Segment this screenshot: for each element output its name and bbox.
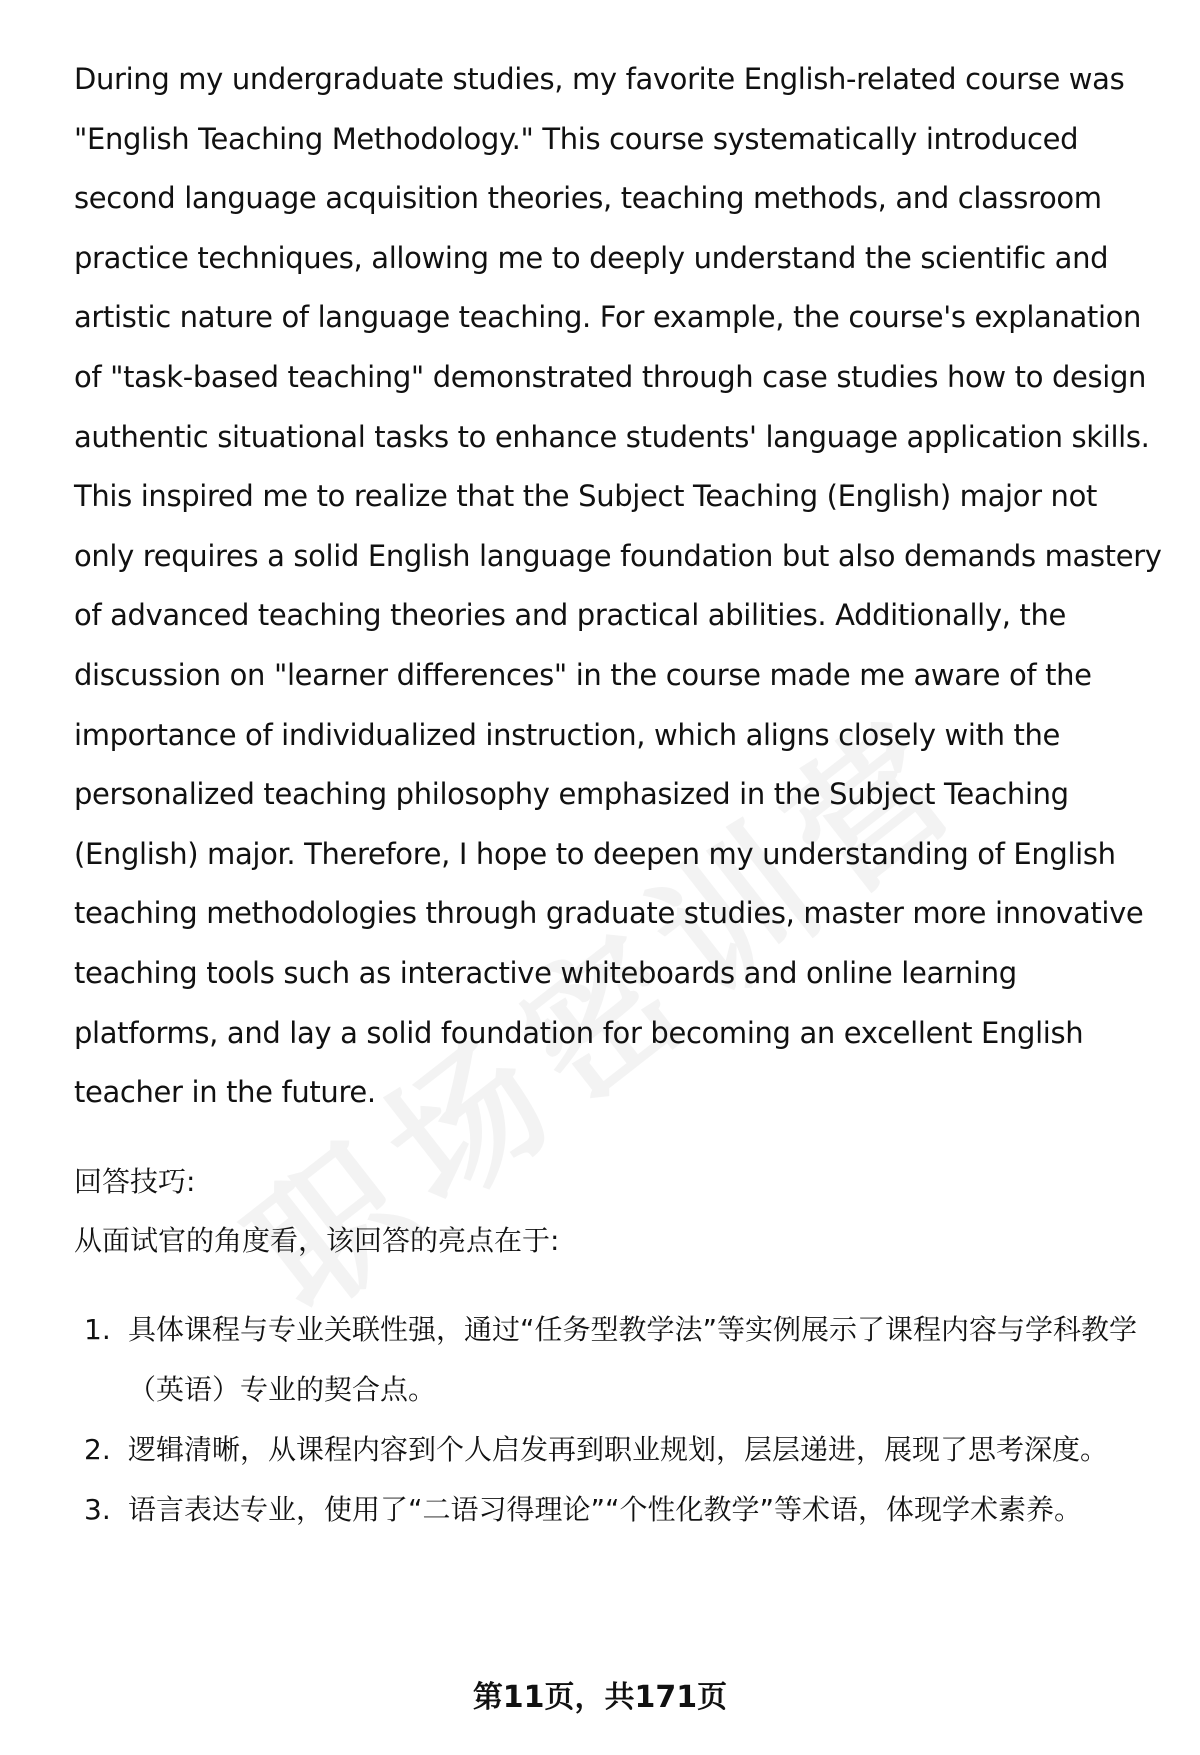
answer-paragraph: During my undergraduate studies, my favorite English-related course was "English Teaching Methodology." This course systematically introduced second language acquisition theories, teaching methods, and classroom practice techniques, allowing me to deeply understand the scientific and artistic nature of language teaching. For example, the course's explanation of "task-based teaching" demonstrated through case studies how to design authentic situational tasks to enhance students' language application skills. This inspired me to realize that the Subject Teaching (English) major not only requires a solid English language foundation but also demands mastery of advanced teaching theories and practical abilities. Additionally, the discussion on "learner differences" in the course made me aware of the importance of individualized instruction, which aligns closely with the personalized teaching philosophy emphasized in the Subject Teaching (English) major. Therefore, I hope to deepen my understanding of English teaching methodologies through graduate studies, master more innovative teaching tools such as interactive whiteboards and online learning platforms, and lay a solid foundation for becoming an excellent English teacher in the future.	[74, 62, 1162, 1110]
tips-item-text: 具体课程与专业关联性强，通过“任务型教学法”等实例展示了课程内容与学科教学（英语）专业的契合点。	[128, 1313, 1138, 1406]
tips-item-3	[74, 1480, 1154, 1540]
tips-item-text: 逻辑清晰，从课程内容到个人启发再到职业规划，层层递进，展现了思考深度。	[128, 1433, 1109, 1466]
page-number-footer: 第11页，共171页	[472, 1680, 728, 1715]
tips-item-number: 3.	[84, 1493, 111, 1526]
tips-list	[74, 1300, 1154, 1540]
tips-item-number: 1.	[84, 1313, 111, 1346]
tips-intro: 从面试官的角度看，该回答的亮点在于:	[74, 1224, 560, 1257]
tips-label: 回答技巧:	[74, 1165, 196, 1198]
tips-item-1	[74, 1300, 1154, 1420]
tips-item-number: 2.	[84, 1433, 111, 1466]
tips-item-2	[74, 1420, 1154, 1480]
tips-item-text: 语言表达专业，使用了“二语习得理论”“个性化教学”等术语，体现学术素养。	[128, 1493, 1083, 1526]
